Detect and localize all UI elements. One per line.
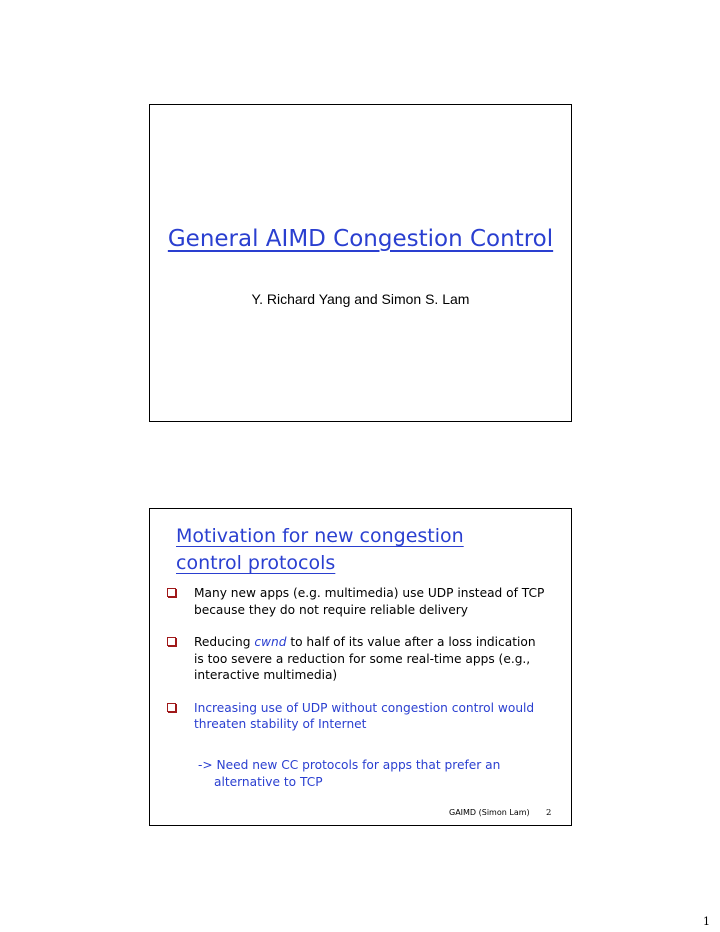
checkbox-bullet-icon [167, 703, 176, 712]
bullet-list [166, 585, 546, 749]
cwnd-term: cwnd [254, 635, 287, 649]
page-number: 1 [703, 915, 710, 928]
slide-1-authors: Y. Richard Yang and Simon S. Lam [251, 291, 470, 307]
bullet-text-before: Reducing [194, 635, 255, 649]
slide-number: 2 [546, 808, 552, 818]
bullet-text: Increasing use of UDP without congestion control would threaten stability of Internet [194, 700, 535, 731]
checkbox-bullet-icon [167, 588, 176, 597]
bullet-item [166, 634, 546, 684]
bullet-text: Many new apps (e.g. multimedia) use UDP instead of TCP because they do not require reliable delivery [194, 586, 545, 617]
bullet-item [166, 585, 546, 618]
slide-2-title: Motivation for new congestion control protocols [176, 525, 464, 574]
slide-footer: GAIMD (Simon Lam) [449, 808, 530, 817]
slide-1 [149, 104, 572, 422]
sub-point: -> Need new CC protocols for apps that prefer an alternative to TCP [198, 758, 501, 789]
slide-2 [149, 508, 572, 826]
slide-1-title: General AIMD Congestion Control [167, 226, 554, 252]
bullet-item [166, 700, 546, 733]
checkbox-bullet-icon [167, 637, 176, 646]
bullet-text-after: to half of its value after a loss indication is too severe a reduction for some real-time apps (e.g., interactive multimedia) [194, 635, 536, 682]
